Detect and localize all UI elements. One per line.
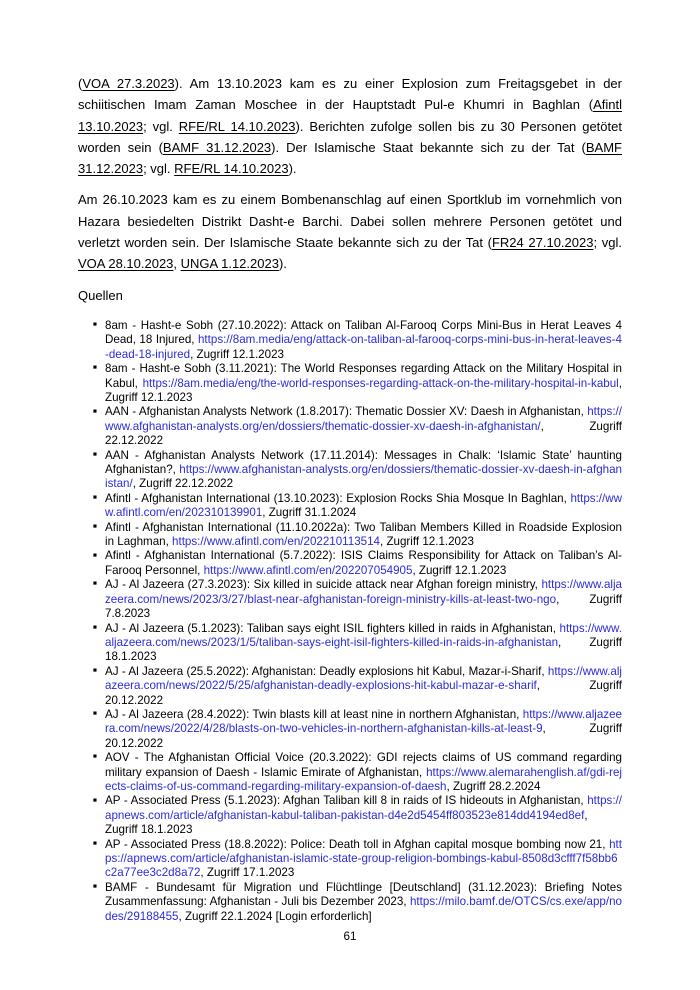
source-item [78,838,622,881]
bullet-square-icon: ■ [93,364,97,372]
bullet-square-icon: ■ [93,623,97,631]
source-access-date: , Zugriff 31.1.2024 [262,506,357,520]
source-citation-text: 8am - Hasht-e Sobh (27.10.2022): Attack on Taliban Al-Farooq Corps Mini-Bus in Herat Leaves 4 Dead, 18 Injured, [105,318,622,347]
source-access-date: , Zugriff 17.1.2023 [200,866,295,880]
source-reference-link[interactable]: RFE/RL 14.10.2023 [174,161,289,177]
source-citation-text: AP - Associated Press (18.8.2022): Police: Death toll in Afghan capital mosque bombing now 21, [105,837,610,851]
paragraph-text: ). [288,161,297,177]
source-item [78,492,622,521]
body-paragraphs [78,73,622,275]
source-access-date: , Zugriff 20.12.2022 [105,722,622,750]
bullet-square-icon: ■ [93,883,97,890]
source-url-link[interactable]: https://www.aljazeera.com/news/2022/5/25/afghanistan-deadly-explosions-hit-kabul-mazar-e-sharif [105,664,622,693]
source-access-date: , Zugriff 22.12.2022 [105,419,622,448]
source-access-date: , Zugriff 22.1.2024 [Login erforderlich] [178,909,372,923]
source-citation-text: AOV - The Afghanistan Official Voice (20.3.2022): GDI rejects claims of US command regarding military expansion of Daesh - Islamic Emirate of Afghanistan, [105,751,622,779]
source-url-link[interactable]: https://www.afintl.com/en/202310139901 [105,491,622,520]
source-access-date: , Zugriff 12.1.2023 [412,563,507,577]
source-citation-text: 8am - Hasht-e Sobh (3.11.2021): The World Responses regarding Attack on the Military Hospital in Kabul, [105,362,622,390]
source-url-link[interactable]: https://www.afghanistan-analysts.org/en/dossiers/thematic-dossier-xv-daesh-in-afghanistan/ [105,405,622,433]
bullet-square-icon: ■ [93,580,97,588]
source-item [78,751,622,794]
source-citation-text: Afintl - Afghanistan International (5.7.2022): ISIS Claims Responsibility for Attack on Taliban’s Al-Farooq Personnel, [105,549,622,577]
paragraph-text: ; vgl. [143,118,179,134]
bullet-square-icon: ■ [93,753,97,761]
source-url-link[interactable]: https://www.aljazeera.com/news/2023/1/5/taliban-says-eight-isil-fighters-killed-in-raids-in-afghanistan [105,621,622,649]
source-access-date: , Zugriff 7.8.2023 [105,592,622,621]
source-reference-link[interactable]: Afintl 13.10.2023 [78,97,622,134]
source-access-date: , Zugriff 12.1.2023 [380,535,474,549]
source-url-link[interactable]: https://apnews.com/article/afghanistan-islamic-state-group-religion-bombings-kabul-8508d3cfff7f58bb6c2a77ee3c2d8a72 [105,837,622,880]
source-access-date: , Zugriff 18.1.2023 [105,808,588,837]
source-url-link[interactable]: https://www.afintl.com/en/202210113514 [172,535,381,549]
paragraph-text: ( [78,76,83,91]
source-url-link[interactable]: https://8am.media/eng/the-world-responses-regarding-attack-on-the-military-hospital-in-kabul [142,376,619,390]
paragraph-text: ). [278,256,287,272]
source-citation-text: AJ - Al Jazeera (5.1.2023): Taliban says eight ISIL fighters killed in raids in Afghanistan, [105,621,560,635]
source-item [78,578,622,621]
source-reference-link[interactable]: FR24 27.10.2023 [491,235,594,251]
source-reference-link[interactable]: VOA 28.10.2023 [78,256,174,272]
source-access-date: , Zugriff 12.1.2023 [105,376,622,404]
source-access-date: , Zugriff 18.1.2023 [105,635,622,664]
source-url-link[interactable]: https://www.aljazeera.com/news/2023/3/27/blast-near-afghanistan-foreign-ministry-kills-at-least-two-ngo [105,578,622,606]
source-url-link[interactable]: https://www.afghanistan-analysts.org/en/dossiers/thematic-dossier-xv-daesh-in-afghanistan/ [105,463,622,491]
source-citation-text: Afintl - Afghanistan International (11.10.2022a): Two Taliban Members Killed in Roadside Explosion in Laghman, [105,520,622,549]
bullet-square-icon: ■ [93,710,97,718]
source-reference-link[interactable]: VOA 27.3.2023 [82,76,175,91]
bullet-square-icon: ■ [93,450,97,458]
source-item [78,521,622,550]
bullet-square-icon: ■ [93,839,97,847]
source-item [78,405,622,448]
source-citation-text: AAN - Afghanistan Analysts Network (17.11.2014): Messages in Chalk: ‘Islamic State’ haunting Afghanistan?, [105,448,622,477]
source-item [78,708,622,751]
source-citation-text: AJ - Al Jazeera (25.5.2022): Afghanistan: Deadly explosions hit Kabul, Mazar-i-Sharif, [105,664,548,678]
source-citation-text: AAN - Afghanistan Analysts Network (1.8.2017): Thematic Dossier XV: Daesh in Afghanistan, [105,405,588,419]
source-url-link[interactable]: https://www.aljazeera.com/news/2022/4/28/blasts-on-two-vehicles-in-northern-afghanistan-kills-at-least-9 [105,707,622,736]
paragraph-text: ; vgl. [593,235,622,251]
source-access-date: , Zugriff 22.12.2022 [132,477,234,491]
source-access-date: , Zugriff 20.12.2022 [105,679,622,707]
paragraph-text: ; vgl. [143,161,175,177]
bullet-square-icon: ■ [93,321,97,329]
body-paragraph [78,73,622,179]
bullet-square-icon: ■ [93,407,97,415]
body-paragraph [78,189,622,274]
bullet-square-icon: ■ [93,551,97,559]
page-number: 61 [343,930,357,943]
source-item [78,794,622,837]
source-citation-text: AJ - Al Jazeera (27.3.2023): Six killed in suicide attack near Afghan foreign ministry, [105,578,542,592]
paragraph-text: , [173,256,181,272]
source-citation-text: AJ - Al Jazeera (28.4.2022): Twin blasts kill at least nine in northern Afghanistan, [105,707,523,721]
source-item [78,622,622,665]
source-url-link[interactable]: https://www.alemarahenglish.af/gdi-rejects-claims-of-us-command-regarding-military-expansion-of-daesh [105,765,622,793]
source-citation-text: AP - Associated Press (5.1.2023): Afghan Taliban kill 8 in raids of IS hideouts in Afghanistan, [105,794,588,808]
source-item [78,881,622,924]
sources-heading: Quellen [78,287,123,303]
source-item [78,362,622,405]
bullet-square-icon: ■ [93,796,97,804]
source-item [78,665,622,708]
paragraph-text: ). Der Islamische Staat bekannte sich zu der Tat ( [271,139,586,155]
bullet-square-icon: ■ [93,494,97,502]
bullet-square-icon: ■ [93,522,97,530]
source-url-link[interactable]: https://www.afintl.com/en/202207054905 [203,563,413,577]
paragraph-text: ). Berichten zufolge sollen bis zu 30 Personen getötet worden sein ( [78,118,622,155]
source-item [78,319,622,362]
source-item [78,549,622,578]
source-item [78,449,622,492]
paragraph-text: Am 26.10.2023 kam es zu einem Bombenanschlag auf einen Sportklub im vornehmlich von Hazara besiedelten Distrikt Dasht-e Barchi. Dabei sollen mehrere Personen getötet und verletzt worden sein. Der Islamische Staate bekannte sich zu der Tat ( [78,192,622,251]
source-reference-link[interactable]: BAMF 31.12.2023 [162,139,272,155]
source-url-link[interactable]: https://milo.bamf.de/OTCS/cs.exe/app/nodes/29188455 [105,895,622,923]
source-access-date: , Zugriff 28.2.2024 [446,779,541,793]
source-citation-text: Afintl - Afghanistan International (13.10.2023): Explosion Rocks Shia Mosque In Baghlan, [105,491,571,505]
source-citation-text: BAMF - Bundesamt für Migration und Flüchtlinge [Deutschland] (31.12.2023): Briefing Notes Zusammenfassung: Afghanistan - Juli bis Dezember 2023, [105,880,622,909]
source-url-link[interactable]: https://8am.media/eng/attack-on-taliban-al-farooq-corps-mini-bus-in-herat-leaves-4-dead-18-injured [105,333,622,361]
paragraph-text: ). Am 13.10.2023 kam es zu einer Explosion zum Freitagsgebet in der schiitischen Imam Zaman Moschee in der Hauptstadt Pul-e Khumri in Baghlan ( [78,76,622,113]
source-reference-link[interactable]: BAMF 31.12.2023 [78,139,622,177]
source-reference-link[interactable]: RFE/RL 14.10.2023 [178,118,296,134]
source-url-link[interactable]: https://apnews.com/article/afghanistan-kabul-taliban-pakistan-d4e2d5454ff803523e814dd4194ed8ef [105,794,622,822]
bullet-square-icon: ■ [93,666,97,674]
sources-list [78,319,622,924]
source-access-date: , Zugriff 12.1.2023 [190,347,284,361]
source-reference-link[interactable]: UNGA 1.12.2023 [180,256,279,272]
